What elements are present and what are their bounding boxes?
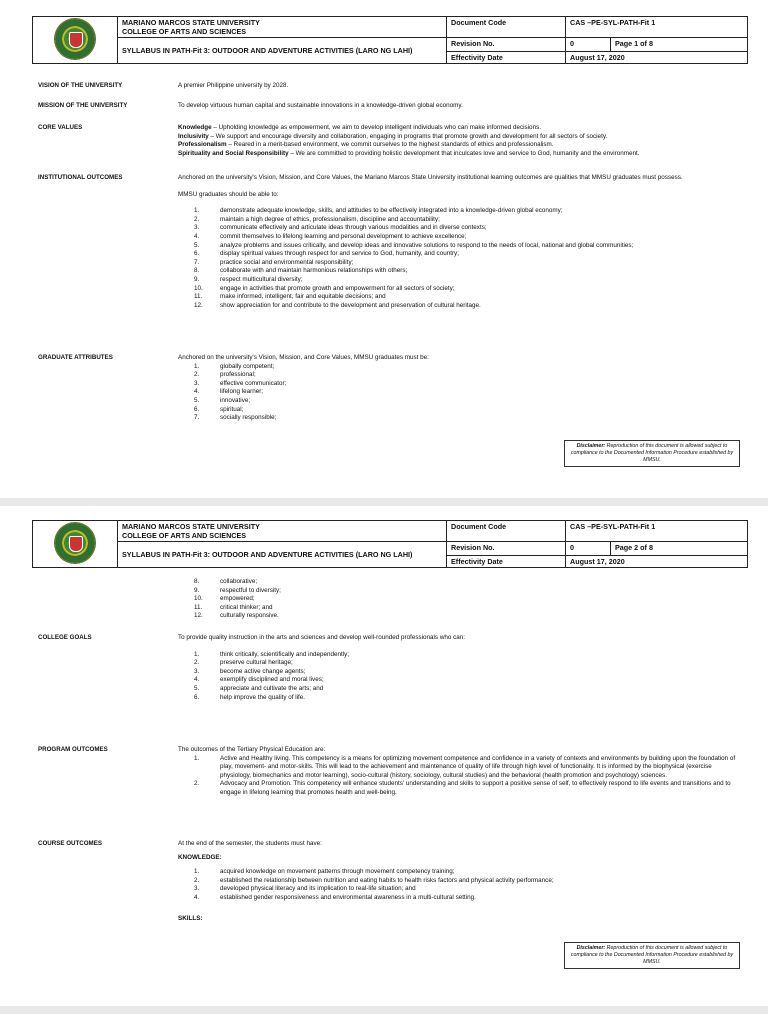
document-page-2	[0, 506, 768, 1006]
college-goals-label: COLLEGE GOALS	[38, 634, 92, 641]
list-item-text: collaborate with and maintain harmonious relationships with others;	[220, 267, 408, 275]
list-number: 3.	[194, 885, 200, 893]
graduate-attributes-list	[178, 363, 738, 423]
revision-label: Revision No.	[447, 38, 566, 52]
effectivity-label: Effectivity Date	[447, 52, 566, 64]
list-number: 5.	[194, 241, 200, 249]
university-seal-icon	[55, 19, 95, 59]
list-number: 6.	[194, 693, 200, 701]
list-item-text: spiritual;	[220, 405, 244, 413]
list-item	[178, 659, 738, 668]
vision-text: A premier Philippine university by 2028.	[178, 82, 289, 89]
program-outcomes-label: PROGRAM OUTCOMES	[38, 746, 108, 753]
list-item	[178, 380, 738, 389]
list-number: 7.	[194, 258, 200, 266]
list-item	[178, 755, 738, 781]
list-item-text: exemplify disciplined and moral lives;	[220, 676, 324, 684]
list-item-text: respectful to diversity;	[220, 586, 281, 594]
list-number: 1.	[194, 362, 200, 370]
page-number: Page 2 of 8	[611, 542, 748, 556]
mission-text: To develop virtuous human capital and sustainable innovations in a knowledge-driven global economy.	[178, 102, 463, 109]
program-outcomes-intro: The outcomes of the Tertiary Physical Education are:	[178, 746, 326, 753]
list-item	[178, 363, 738, 372]
disclaimer-box: Disclaimer: Reproduction of this document is allowed subject to compliance to the Documented Information Procedure established by MMSU.	[564, 440, 740, 467]
list-item-text: lifelong learner;	[220, 388, 264, 396]
syllabus-title: SYLLABUS IN PATH-Fit 3: OUTDOOR AND ADVENTURE ACTIVITIES (LARO NG LAHI)	[118, 542, 447, 568]
list-item	[178, 250, 738, 259]
mission-label: MISSION OF THE UNIVERSITY	[38, 102, 128, 109]
core-value-item: Professionalism – Reared in a merit-based environment, we commit ourselves to the highest standards of ethics and professionalism.	[178, 141, 554, 149]
list-number: 1.	[194, 650, 200, 658]
list-item-text: think critically, scientifically and independently;	[220, 650, 350, 658]
college-name: COLLEGE OF ARTS AND SCIENCES	[122, 531, 247, 540]
university-name: MARIANO MARCOS STATE UNIVERSITY	[122, 522, 260, 531]
list-item	[178, 293, 738, 302]
list-item-text: effective communicator;	[220, 379, 287, 387]
list-item-text: established gender responsiveness and environmental awareness in a multi-cultural setting.	[220, 893, 476, 901]
list-number: 6.	[194, 250, 200, 258]
list-number: 12.	[194, 612, 203, 620]
program-outcomes-list	[178, 755, 738, 798]
list-item	[178, 651, 738, 660]
graduate-attributes-intro: Anchored on the university's Vision, Mission, and Core Values, MMSU graduates must be:	[178, 354, 429, 361]
list-number: 3.	[194, 224, 200, 232]
course-outcomes-list	[178, 868, 738, 902]
doc-code-label: Document Code	[447, 521, 566, 542]
list-number: 2.	[194, 659, 200, 667]
list-item-text: respect multicultural diversity;	[220, 275, 303, 283]
document-page-3	[0, 1014, 768, 1034]
list-item-text: communicate effectively and articulate ideas through various modalities and in diverse contexts;	[220, 224, 487, 232]
document-header	[32, 520, 748, 568]
list-item	[178, 668, 738, 677]
core-value-item: Spirituality and Social Responsibility – We are committed to providing holistic development that inculcates love and service to God, humanity and the environment.	[178, 149, 640, 157]
list-item	[178, 578, 738, 587]
list-item-text: practice social and environmental responsibility;	[220, 258, 354, 266]
university-seal-cell	[33, 17, 118, 64]
list-item	[178, 885, 738, 894]
college-goals-intro: To provide quality instruction in the arts and sciences and develop well-rounded professionals who can:	[178, 634, 466, 641]
list-item	[178, 676, 738, 685]
institutional-outcomes-intro2: MMSU graduates should be able to:	[178, 190, 279, 198]
list-item-text: become active change agents;	[220, 667, 306, 675]
list-number: 8.	[194, 267, 200, 275]
list-item	[178, 285, 738, 294]
list-number: 4.	[194, 232, 200, 240]
list-item-text: Active and Healthy living. This competency is a means for optimizing movement competence and confidence in a variety of contexts and environments by building upon the foundation of play, movement- and motor-skills. This will lead to the achievement and maintenance of quality of life through high level of functionality. It is informed by the biophysical (exercise physiology, biomechanics and motor learning), socio-cultural (history, sociology, cultural studies) and the behavioral (health promotion and psychology) sciences.	[220, 754, 736, 779]
list-item	[178, 207, 738, 216]
list-item-text: collaborative;	[220, 578, 258, 585]
list-item	[178, 414, 738, 423]
knowledge-label: KNOWLEDGE:	[178, 853, 222, 861]
list-item	[178, 685, 738, 694]
course-outcomes-label: COURSE OUTCOMES	[38, 840, 102, 847]
list-number: 2.	[194, 780, 200, 788]
list-item-text: demonstrate adequate knowledge, skills, and attitudes to be effectively integrated into a knowledge-driven global economy;	[220, 207, 563, 215]
list-item-text: developed physical literacy and its implication to real-life situation; and	[220, 885, 416, 893]
core-values-label: CORE VALUES	[38, 124, 83, 131]
list-number: 1.	[194, 868, 200, 876]
list-number: 10.	[194, 284, 203, 292]
list-item	[178, 780, 738, 797]
college-goals-list	[178, 651, 738, 703]
list-item	[178, 587, 738, 596]
revision-value: 0	[566, 542, 611, 556]
list-item-text: analyze problems and issues critically, and develop ideas and innovative solutions to respond to the needs of local, national and global communities;	[220, 241, 634, 249]
list-number: 8.	[194, 578, 200, 585]
list-number: 9.	[194, 275, 200, 283]
list-item-text: professional;	[220, 371, 256, 379]
list-item	[178, 224, 738, 233]
list-item	[178, 595, 738, 604]
page-number: Page 1 of 8	[611, 38, 748, 52]
core-value-item: Knowledge – Upholding knowledge as empowerment, we aim to develop intelligent individuals who can make informed decisions.	[178, 124, 541, 131]
college-name: COLLEGE OF ARTS AND SCIENCES	[122, 27, 247, 36]
list-item	[178, 894, 738, 903]
list-number: 11.	[194, 293, 203, 301]
list-number: 4.	[194, 388, 200, 396]
list-number: 4.	[194, 676, 200, 684]
list-number: 2.	[194, 371, 200, 379]
core-values-list	[178, 124, 738, 158]
list-item-text: established the relationship between nutrition and eating habits to health risks factors and physical activity performance;	[220, 876, 554, 884]
effectivity-value: August 17, 2020	[566, 52, 748, 64]
list-item	[178, 242, 738, 251]
institutional-outcomes-label: INSTITUTIONAL OUTCOMES	[38, 174, 123, 181]
vision-label: VISION OF THE UNIVERSITY	[38, 82, 123, 89]
doc-code-value: CAS –PE-SYL-PATH-Fit 1	[566, 521, 748, 542]
graduate-attributes-continued	[178, 578, 738, 621]
list-item-text: make informed, intelligent, fair and equitable decisions; and	[220, 293, 386, 301]
revision-value: 0	[566, 38, 611, 52]
list-item-text: globally competent;	[220, 362, 275, 370]
document-header	[32, 16, 748, 64]
list-item-text: maintain a high degree of ethics, professionalism, discipline and accountability;	[220, 215, 440, 223]
list-item-text: critical thinker; and	[220, 603, 273, 611]
list-item-text: culturally responsive.	[220, 612, 279, 620]
list-number: 3.	[194, 667, 200, 675]
list-number: 10.	[194, 595, 203, 603]
list-item	[178, 388, 738, 397]
list-item	[178, 276, 738, 285]
list-item	[178, 267, 738, 276]
list-number: 5.	[194, 684, 200, 692]
list-item-text: commit themselves to lifelong learning and personal development to achieve excellence;	[220, 232, 467, 240]
list-item-text: empowered;	[220, 595, 255, 603]
document-page-1	[0, 0, 768, 498]
list-item-text: acquired knowledge on movement patterns through movement competency training;	[220, 868, 455, 876]
list-item-text: socially responsible;	[220, 414, 277, 422]
list-item	[178, 877, 738, 886]
list-number: 1.	[194, 754, 200, 762]
list-item-text: help improve the quality of life.	[220, 693, 306, 701]
list-item	[178, 406, 738, 415]
effectivity-label: Effectivity Date	[447, 556, 566, 568]
list-number: 6.	[194, 405, 200, 413]
institutional-outcomes-intro: Anchored on the university's Vision, Mission, and Core Values, the Mariano Marcos State University institutional learning outcomes are qualities that MMSU graduates must possess.	[178, 174, 683, 181]
list-item-text: preserve cultural heritage;	[220, 659, 293, 667]
university-name: MARIANO MARCOS STATE UNIVERSITY	[122, 18, 260, 27]
list-number: 2.	[194, 876, 200, 884]
list-item	[178, 868, 738, 877]
list-item-text: innovative;	[220, 396, 251, 404]
course-outcomes-intro: At the end of the semester, the students must have:	[178, 840, 322, 847]
institutional-outcomes-list	[178, 207, 738, 310]
list-item-text: engage in activities that promote growth and empowerment for all sectors of society;	[220, 284, 455, 292]
list-item	[178, 371, 738, 380]
list-number: 11.	[194, 603, 203, 611]
revision-label: Revision No.	[447, 542, 566, 556]
list-number: 12.	[194, 301, 203, 309]
list-item	[178, 216, 738, 225]
syllabus-title: SYLLABUS IN PATH-Fit 3: OUTDOOR AND ADVENTURE ACTIVITIES (LARO NG LAHI)	[118, 38, 447, 64]
skills-label: SKILLS:	[178, 914, 203, 922]
list-item	[178, 612, 738, 621]
core-value-item: Inclusivity – We support and encourage diversity and collaboration, engaging in programs that promote growth and development for all sectors of society.	[178, 132, 608, 140]
list-number: 2.	[194, 215, 200, 223]
effectivity-value: August 17, 2020	[566, 556, 748, 568]
list-item-text: appreciate and cultivate the arts; and	[220, 684, 324, 692]
list-item	[178, 302, 738, 311]
disclaimer-box: Disclaimer: Reproduction of this document is allowed subject to compliance to the Documented Information Procedure established by MMSU.	[564, 942, 740, 969]
list-item	[178, 397, 738, 406]
list-item-text: Advocacy and Promotion. This competency will enhance students' understanding and skills to support a positive sense of self, to effectively respond to life events and transitions and to engage in lifelong learning that promotes health and well-being.	[220, 780, 731, 796]
list-item	[178, 604, 738, 613]
list-number: 7.	[194, 414, 200, 422]
list-number: 5.	[194, 396, 200, 404]
university-seal-icon	[55, 523, 95, 563]
list-number: 9.	[194, 586, 200, 594]
list-number: 1.	[194, 207, 200, 215]
list-item-text: display spiritual values through respect for and service to God, humanity, and country;	[220, 250, 459, 258]
graduate-attributes-label: GRADUATE ATTRIBUTES	[38, 354, 113, 361]
university-seal-cell	[33, 521, 118, 568]
list-item	[178, 259, 738, 268]
list-number: 3.	[194, 379, 200, 387]
list-item-text: show appreciation for and contribute to the development and preservation of cultural heritage.	[220, 301, 481, 309]
doc-code-value: CAS –PE-SYL-PATH-Fit 1	[566, 17, 748, 38]
list-item	[178, 233, 738, 242]
doc-code-label: Document Code	[447, 17, 566, 38]
list-number: 4.	[194, 893, 200, 901]
list-item	[178, 694, 738, 703]
